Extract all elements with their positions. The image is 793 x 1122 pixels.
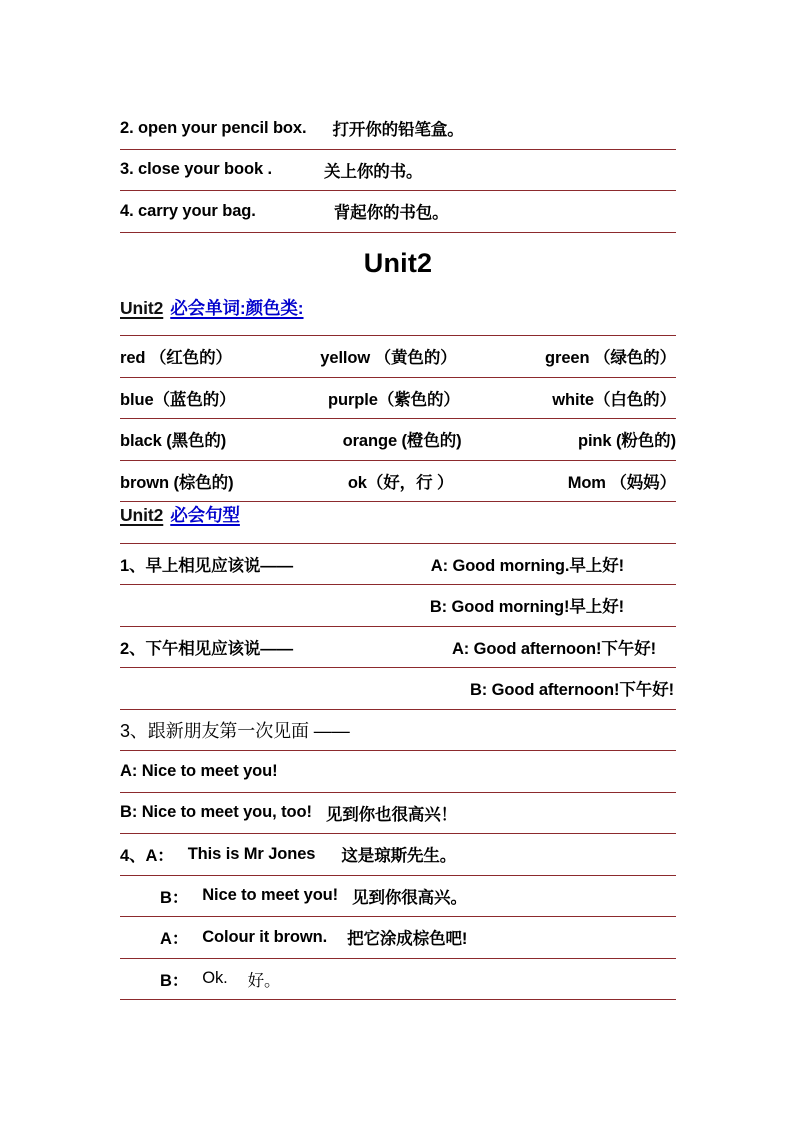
vocab-word: blue: [120, 390, 154, 409]
vocab-item: [328, 386, 460, 410]
pattern-item-2-reply-row: [120, 668, 676, 710]
dialogue-english: Nice to meet you!: [202, 886, 339, 905]
vocab-section-heading: [120, 295, 676, 337]
vocab-gloss: （绿色的）: [593, 349, 676, 368]
vocab-gloss: (黑色的): [166, 432, 227, 451]
pattern-item-4-row: [120, 917, 676, 959]
dialogue-line-b: B: Good morning!早上好!: [429, 598, 624, 617]
vocab-word: yellow: [320, 349, 371, 368]
command-english: 2. open your pencil box.: [120, 118, 307, 137]
vocab-word: green: [545, 349, 590, 368]
pattern-item-4-row: [120, 876, 676, 918]
command-row: [120, 108, 676, 150]
vocab-item: [343, 427, 462, 451]
vocab-item: [545, 344, 676, 368]
dialogue-line-b: B: Nice to meet you, too!: [120, 803, 312, 822]
vocab-gloss: （红色的）: [149, 349, 232, 368]
vocab-row: [120, 378, 676, 420]
content-column: [120, 108, 676, 1000]
dialogue-speaker: B：: [160, 888, 189, 907]
vocab-item: [568, 469, 676, 493]
command-english: 3. close your book .: [120, 160, 273, 179]
dialogue-chinese: 好。: [247, 971, 281, 990]
vocab-word: ok: [347, 473, 367, 492]
unit-title-row: [120, 233, 676, 295]
dialogue-english: Colour it brown.: [202, 927, 328, 946]
pattern-prompt: 3、跟新朋友第一次见面 ——: [120, 720, 350, 741]
vocab-word: red: [120, 349, 146, 368]
vocab-item: [120, 469, 233, 493]
pattern-heading-text: 必会句型: [170, 505, 240, 525]
dialogue-chinese: 把它涂成棕色吧!: [347, 930, 468, 949]
vocab-word: white: [552, 390, 594, 409]
vocab-unit-label: Unit2: [120, 297, 164, 318]
pattern-item-2-row: [120, 627, 676, 669]
pattern-section-heading: [120, 502, 676, 544]
dialogue-line-a: A: Good afternoon!下午好!: [451, 639, 656, 658]
vocab-gloss: (棕色的): [173, 473, 234, 492]
vocab-gloss: （黄色的）: [374, 349, 457, 368]
dialogue-chinese: 见到你很高兴。: [352, 888, 467, 907]
vocab-item: [120, 344, 232, 368]
vocab-gloss: （好，行 ）: [366, 473, 454, 492]
vocab-item: [348, 469, 454, 493]
pattern-item-1-reply-row: [120, 585, 676, 627]
pattern-item-1-row: [120, 544, 676, 586]
vocab-gloss: （白色的）: [593, 390, 676, 409]
vocab-item: [578, 427, 676, 451]
pattern-item-3-line-b-row: [120, 793, 676, 835]
vocab-word: purple: [328, 390, 378, 409]
pattern-unit-label: Unit2: [120, 505, 164, 525]
vocab-gloss: （妈妈）: [610, 473, 676, 492]
command-english: 4. carry your bag.: [120, 201, 256, 220]
command-chinese: 背起你的书包。: [333, 204, 449, 223]
vocab-gloss: （蓝色的）: [153, 390, 236, 409]
dialogue-english: Ok.: [202, 969, 228, 988]
vocab-word: Mom: [567, 473, 606, 492]
dialogue-line-b-chinese: 见到你也很高兴！: [325, 805, 458, 824]
vocab-word: pink: [577, 432, 612, 451]
dialogue-speaker: A：: [145, 847, 174, 866]
dialogue-english: This is Mr Jones: [187, 844, 316, 863]
pattern-prompt: 2、下午相见应该说——: [120, 639, 294, 658]
vocab-gloss: (粉色的): [615, 432, 676, 451]
vocab-gloss: （紫色的）: [377, 390, 460, 409]
dialogue-chinese: 这是琼斯先生。: [341, 847, 457, 866]
vocab-word: brown: [120, 473, 169, 492]
command-row: [120, 150, 676, 192]
pattern-item-3-row: [120, 710, 676, 752]
dialogue-line-a: A: Nice to meet you!: [120, 761, 278, 780]
vocab-item: [552, 386, 676, 410]
dialogue-speaker: A：: [160, 930, 189, 949]
vocab-item: [120, 427, 226, 451]
vocab-gloss: (橙色的): [401, 432, 462, 451]
pattern-item-4-row: [120, 959, 676, 1001]
dialogue-line-a: A: Good morning.早上好!: [430, 556, 624, 575]
vocab-heading-text: 必会单词:颜色类:: [170, 297, 304, 318]
command-row: [120, 191, 676, 233]
vocab-row: [120, 461, 676, 503]
vocab-word: orange: [342, 432, 398, 451]
pattern-item-3-line-a-row: [120, 751, 676, 793]
pattern-prompt: 1、早上相见应该说——: [120, 556, 294, 575]
vocab-row: [120, 419, 676, 461]
pattern-item-4-row: [120, 834, 676, 876]
vocab-item: [120, 386, 236, 410]
command-chinese: 打开你的铅笔盒。: [332, 121, 464, 140]
dialogue-line-b: B: Good afternoon!下午好!: [469, 681, 674, 700]
vocab-item: [320, 344, 456, 368]
page-title: Unit2: [363, 248, 433, 278]
dialogue-speaker: B：: [160, 971, 189, 990]
vocab-row: [120, 336, 676, 378]
pattern-item-number: 4、: [120, 847, 146, 866]
vocab-word: black: [120, 432, 162, 451]
command-chinese: 关上你的书。: [324, 162, 423, 181]
